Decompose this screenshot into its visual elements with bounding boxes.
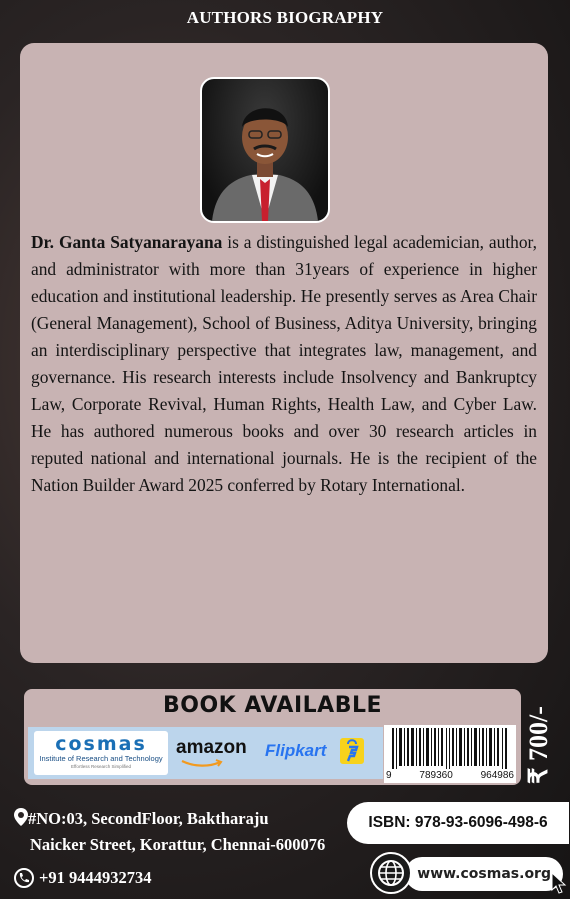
barcode-digit-group: 964986: [480, 770, 514, 781]
author-name: Dr. Ganta Satyanarayana: [31, 232, 223, 252]
author-photo: [200, 77, 330, 223]
cosmas-logo-word: cosmas: [55, 733, 147, 755]
store-strip: [28, 727, 383, 779]
page-title: AUTHORS BIOGRAPHY: [186, 8, 384, 27]
cosmas-logo[interactable]: [34, 731, 168, 775]
barcode-digits: [384, 770, 516, 781]
website-link[interactable]: [405, 857, 563, 891]
biography-card: [20, 43, 548, 663]
book-available-panel: [24, 689, 521, 785]
biography-text: [31, 229, 537, 499]
address-line-1: [14, 806, 325, 832]
phone-icon: [14, 868, 34, 888]
amazon-smile-icon: [180, 759, 224, 767]
address-block: [14, 806, 325, 858]
isbn-label: ISBN: 978-93-6096-498-6: [347, 802, 569, 844]
isbn-barcode: [384, 725, 516, 783]
cosmas-logo-tagline: Effortless Research Simplified: [71, 764, 131, 769]
cursor-icon: [551, 872, 567, 894]
phone-number: +91 9444932734: [39, 868, 152, 887]
price-text: ₹ 700/-: [524, 706, 553, 784]
flipkart-bag-icon: [340, 738, 364, 764]
amazon-logo[interactable]: amazon: [176, 737, 247, 758]
barcode-bars-icon: [384, 725, 516, 769]
price-label: [522, 700, 556, 785]
phone-contact[interactable]: [14, 868, 152, 888]
globe-icon: [370, 852, 412, 894]
website-url: www.cosmas.org: [417, 866, 551, 882]
location-pin-icon: [14, 808, 28, 826]
barcode-digit-group: 9: [386, 770, 392, 781]
address-line-1-text: #NO:03, SecondFloor, Baktharaju: [28, 809, 269, 828]
barcode-digit-group: 789360: [419, 770, 453, 781]
book-available-title: BOOK AVAILABLE: [162, 693, 383, 718]
biography-body: is a distinguished legal academician, author, and administrator with more than 31years of experience in higher education and institutional leadership. He presently serves as Area Chair (General Management), School of Business, Aditya University, bringing an interdisciplinary perspective that integrates law, management, and governance. His research interests include Insolvency and Bankruptcy Law, Corporate Revival, Human Rights, Health Law, and Cyber Law. He has authored numerous books and over 30 research articles in reputed national and international journals. He is the recipient of the Nation Builder Award 2025 conferred by Rotary International.: [31, 232, 537, 495]
address-line-2: Naicker Street, Korattur, Chennai-600076: [30, 835, 326, 854]
cosmas-logo-subtitle: Institute of Research and Technology: [39, 754, 163, 763]
flipkart-logo[interactable]: Flipkart: [265, 741, 327, 760]
